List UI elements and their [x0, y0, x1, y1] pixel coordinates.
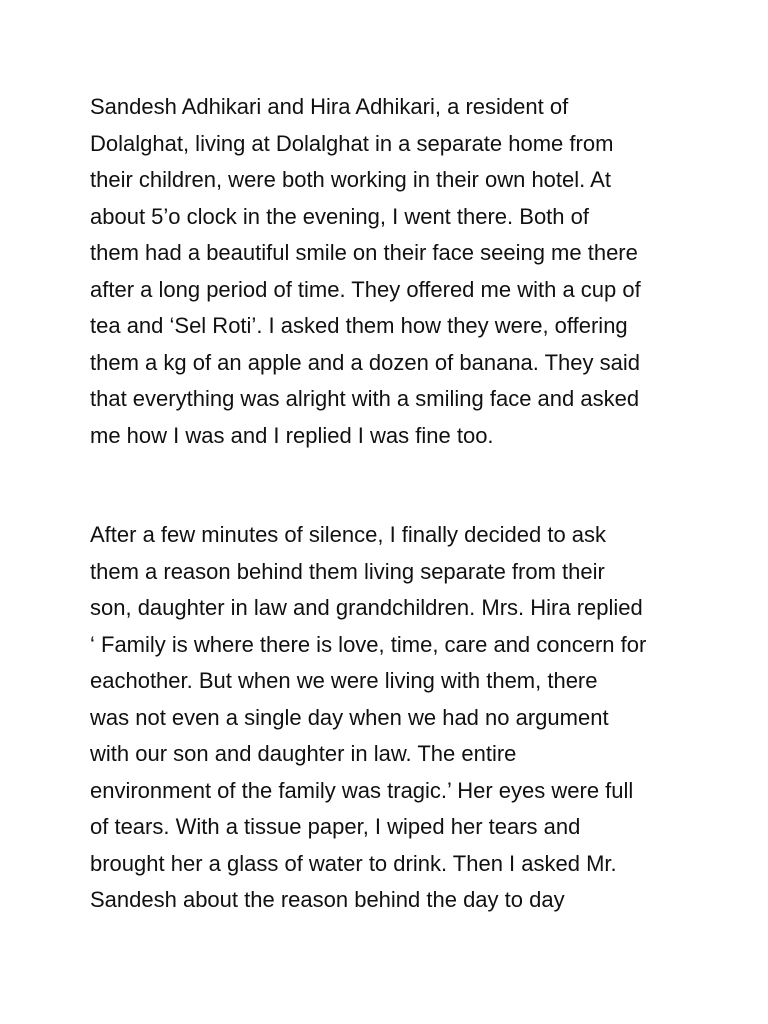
paragraph: [90, 89, 710, 454]
text-line: with our son and daughter in law. The entire: [90, 741, 517, 766]
text-line: brought her a glass of water to drink. Then I asked Mr.: [90, 850, 617, 876]
text-line: about 5’o clock in the evening, I went there. Both of: [90, 203, 589, 229]
text-line: After a few minutes of silence, I finally decided to ask: [90, 522, 607, 547]
text-line: after a long period of time. They offered me with a cup of: [90, 276, 641, 302]
text-line: of tears. With a tissue paper, I wiped her tears and: [90, 814, 581, 839]
text-line: tea and ‘Sel Roti’. I asked them how they were, offering: [90, 313, 628, 338]
text-line: Sandesh about the reason behind the day to day: [90, 887, 565, 912]
text-line: was not even a single day when we had no argument: [90, 704, 609, 730]
text-line: that everything was alright with a smiling face and asked: [90, 386, 640, 411]
text-line: me how I was and I replied I was fine too.: [90, 422, 494, 448]
paragraph: [90, 517, 710, 919]
text-line: ‘ Family is where there is love, time, care and concern for: [90, 631, 647, 657]
text-line: son, daughter in law and grandchildren. Mrs. Hira replied: [90, 595, 643, 620]
text-line: them had a beautiful smile on their face seeing me there: [90, 240, 638, 265]
text-line: them a kg of an apple and a dozen of banana. They said: [90, 349, 640, 375]
text-line: them a reason behind them living separate from their: [90, 558, 605, 584]
text-line: Sandesh Adhikari and Hira Adhikari, a resident of: [90, 94, 569, 119]
text-line: environment of the family was tragic.’ Her eyes were full: [90, 777, 634, 803]
text-line: eachother. But when we were living with them, there: [90, 668, 598, 693]
text-line: their children, were both working in their own hotel. At: [90, 167, 611, 192]
text-line: Dolalghat, living at Dolalghat in a separate home from: [90, 130, 614, 156]
